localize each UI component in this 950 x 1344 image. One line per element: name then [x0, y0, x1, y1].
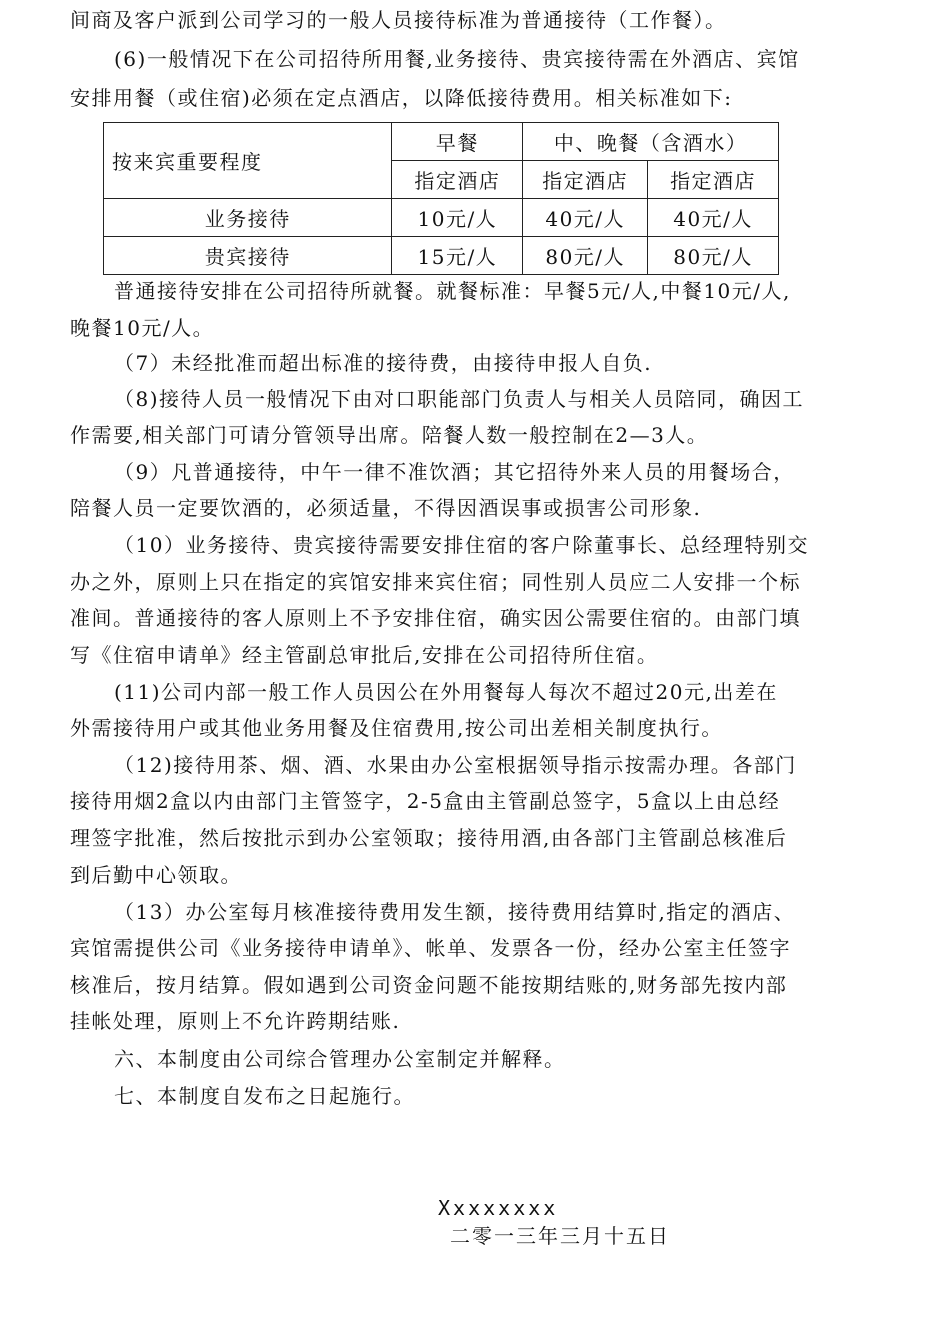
- table-cell: 40元/人: [648, 199, 779, 237]
- sub-header-cell: 指定酒店: [648, 161, 779, 199]
- paragraph-line: 七、本制度自发布之日起施行。: [114, 1084, 415, 1108]
- col-header-breakfast: 早餐: [392, 123, 523, 161]
- paragraph-line: （9）凡普通接待，中午一律不准饮酒；其它招待外来人员的用餐场合，: [114, 460, 795, 484]
- paragraph-line: （10）业务接待、贵宾接待需要安排住宿的客户除董事长、总经理特别交: [114, 533, 809, 557]
- table-cell: 80元/人: [523, 237, 648, 275]
- row-label-cell: 业务接待: [104, 199, 392, 237]
- paragraph-line: 到后勤中心领取。: [70, 863, 242, 887]
- table-cell: 10元/人: [392, 199, 523, 237]
- sub-header-cell: 指定酒店: [392, 161, 523, 199]
- paragraph-line: 理签字批准，然后按批示到办公室领取；接待用酒,由各部门主管副总核准后: [70, 826, 788, 850]
- paragraph-line: 作需要,相关部门可请分管领导出席。陪餐人数一般控制在2—3人。: [70, 423, 709, 447]
- paragraph-line: （12)接待用茶、烟、酒、水果由办公室根据领导指示按需办理。各部门: [114, 753, 797, 777]
- paragraph-line: 外需接待用户或其他业务用餐及住宿费用,按公司出差相关制度执行。: [70, 716, 723, 740]
- paragraph-line: (11)公司内部一般工作人员因公在外用餐每人每次不超过20元,出差在: [114, 680, 778, 704]
- table-cell: 15元/人: [392, 237, 523, 275]
- table-cell: 80元/人: [648, 237, 779, 275]
- sub-header-cell: 指定酒店: [523, 161, 648, 199]
- paragraph-line: 六、本制度由公司综合管理办公室制定并解释。: [114, 1047, 566, 1071]
- paragraph-line: 陪餐人员一定要饮酒的，必须适量，不得因酒误事或损害公司形象.: [70, 496, 702, 520]
- paragraph-line: 办之外，原则上只在指定的宾馆安排来宾住宿；同性别人员应二人安排一个标: [70, 570, 801, 594]
- col-header-lunch-dinner: 中、晚餐（含酒水）: [523, 123, 779, 161]
- row-label-cell: 贵宾接待: [104, 237, 392, 275]
- table-row: [104, 237, 779, 275]
- reception-standard-table: [103, 122, 779, 275]
- table-row: [104, 123, 779, 161]
- paragraph-line: 核准后，按月结算。假如遇到公司资金问题不能按期结账的,财务部先按内部: [70, 973, 788, 997]
- paragraph-line: 宾馆需提供公司《业务接待申请单》、帐单、发票各一份，经办公室主任签字: [70, 936, 791, 960]
- signature-date: 二零一三年三月十五日: [450, 1224, 670, 1248]
- paragraph-line: 晚餐10元/人。: [70, 316, 215, 340]
- paragraph-line: （7）未经批准而超出标准的接待费，由接待申报人自负.: [114, 351, 653, 375]
- paragraph-line: 写《住宿申请单》经主管副总审批后,安排在公司招待所住宿。: [70, 643, 659, 667]
- paragraph-line: （13）办公室每月核准接待费用发生额，接待费用结算时,指定的酒店、: [114, 900, 796, 924]
- paragraph-line: （8)接待人员一般情况下由对口职能部门负责人与相关人员陪同，确因工: [114, 387, 805, 411]
- paragraph-line: 接待用烟2盒以内由部门主管签字，2-5盒由主管副总签字，5盒以上由总经: [70, 789, 781, 813]
- paragraph-line: 准间。普通接待的客人原则上不予安排住宿，确实因公需要住宿的。由部门填: [70, 606, 801, 630]
- paragraph-line: 普通接待安排在公司招待所就餐。就餐标准：早餐5元/人,中餐10元/人,: [114, 279, 791, 303]
- row-header-cell: 按来宾重要程度: [104, 123, 392, 199]
- paragraph-line: 间商及客户派到公司学习的一般人员接待标准为普通接待（工作餐）。: [70, 8, 727, 32]
- table-row: [104, 199, 779, 237]
- table-cell: 40元/人: [523, 199, 648, 237]
- paragraph-line: 安排用餐（或住宿)必须在定点酒店，以降低接待费用。相关标准如下:: [70, 86, 733, 110]
- paragraph-line: (6)一般情况下在公司招待所用餐,业务接待、贵宾接待需在外酒店、宾馆: [114, 47, 800, 71]
- paragraph-line: 挂帐处理，原则上不允许跨期结账.: [70, 1009, 401, 1033]
- signature-name: Xxxxxxxx: [438, 1196, 559, 1220]
